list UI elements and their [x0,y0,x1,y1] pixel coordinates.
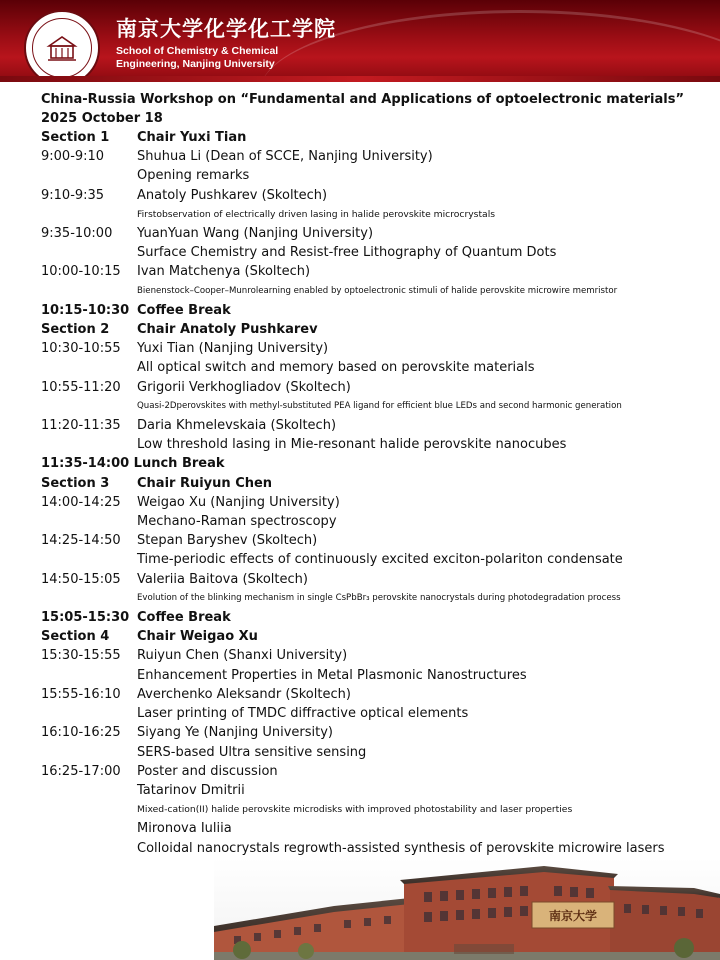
schedule-row [41,128,701,147]
school-name-english-line2: Engineering, Nanjing University [116,58,275,70]
schedule-entry: Chair Anatoly Pushkarev [137,322,318,338]
schedule-row [41,743,701,762]
schedule-time: 10:15-10:30 [41,302,130,318]
schedule-row [41,416,701,435]
schedule-time: 16:10-16:25 [41,725,121,741]
schedule-row [41,474,701,493]
talk-title: Colloidal nanocrystals regrowth-assisted synthesis of perovskite microwire lasers [137,840,665,856]
schedule-row [41,723,701,742]
logo-seal-icon [32,18,92,78]
schedule-entry: Chair Yuxi Tian [137,130,247,145]
schedule-time: 10:00-10:15 [41,264,121,280]
schedule-entry: Chair Ruiyun Chen [137,475,273,491]
schedule-row [41,166,701,185]
school-name-english-line1: School of Chemistry & Chemical [116,45,279,57]
campus-building-image [214,858,720,960]
workshop-title: China-Russia Workshop on “Fundamental and Applications of optoelectronic materials” [41,92,685,107]
schedule-entry: Averchenko Aleksandr (Skoltech) [137,686,351,702]
schedule-time: 10:55-11:20 [41,379,121,395]
schedule-row [41,512,701,531]
schedule-time: 9:00-9:10 [41,149,105,165]
schedule-time: Section 3 [41,475,110,491]
schedule-entry: Yuxi Tian (Nanjing University) [137,341,329,357]
schedule-row [41,800,701,819]
talk-title: Laser printing of TMDC diffractive optical elements [137,706,469,722]
schedule-entry: Coffee Break [137,302,231,318]
schedule-entry: Valeriia Baitova (Skoltech) [137,571,308,587]
talk-title: Mixed-cation(II) halide perovskite microdisks with improved photostability and laser properties [137,804,573,816]
schedule-time: Section 1 [41,130,110,145]
schedule-entry: Shuhua Li (Dean of SCCE, Nanjing University) [137,149,433,165]
schedule-row [41,224,701,243]
schedule-entry: Ivan Matchenya (Skoltech) [137,264,311,280]
schedule-row [41,282,701,301]
schedule-row [41,397,701,416]
talk-title: SERS-based Ultra sensitive sensing [137,744,367,760]
schedule-entry: Tatarinov Dmitrii [137,782,245,798]
schedule-entry: Coffee Break [137,610,231,626]
schedule-full-line: 11:35-14:00 Lunch Break [41,456,225,472]
header-banner [0,0,720,82]
talk-title: Firstobservation of electrically driven lasing in halide perovskite microcrystals [137,208,496,220]
schedule-list [41,128,701,858]
schedule-row [41,205,701,224]
schedule-row [41,685,701,704]
schedule-time: 15:05-15:30 [41,610,130,626]
schedule-time: 14:50-15:05 [41,571,121,587]
schedule-row [41,147,701,166]
schedule-row [41,243,701,262]
schedule-row [41,589,701,608]
schedule-row [41,186,701,205]
schedule-time: 15:55-16:10 [41,686,121,702]
schedule-row [41,627,701,646]
talk-title: Time-periodic effects of continuously excited exciton-polariton condensate [137,552,623,568]
schedule-row [41,339,701,358]
schedule-time: 11:20-11:35 [41,418,121,434]
schedule-time: 14:25-14:50 [41,533,121,549]
schedule-row [41,301,701,320]
talk-title: Evolution of the blinking mechanism in single CsPbBr₃ perovskite nanocrystals during photodegradation process [137,592,621,603]
schedule-time: 10:30-10:55 [41,341,121,357]
schedule-time: Section 2 [41,322,110,338]
workshop-date: 2025 October 18 [41,111,163,126]
schedule-entry: Chair Weigao Xu [137,629,258,645]
schedule-entry: YuanYuan Wang (Nanjing University) [137,226,374,242]
schedule-row [41,608,701,627]
university-logo [24,10,100,82]
schedule-row [41,704,701,723]
workshop-program [41,90,701,858]
schedule-row [41,454,701,473]
schedule-time: 9:35-10:00 [41,226,113,242]
schedule-row [41,762,701,781]
schedule-row [41,781,701,800]
schedule-entry: Grigorii Verkhogliadov (Skoltech) [137,379,351,395]
schedule-row [41,666,701,685]
talk-title: Enhancement Properties in Metal Plasmonic Nanostructures [137,667,527,683]
schedule-row [41,320,701,339]
talk-title: Surface Chemistry and Resist-free Lithography of Quantum Dots [137,245,557,261]
talk-title: Quasi-2Dperovskites with methyl-substituted PEA ligand for efficient blue LEDs and second harmonic generation [137,400,622,411]
schedule-row [41,839,701,858]
schedule-row [41,570,701,589]
schedule-time: 16:25-17:00 [41,763,121,779]
schedule-time: 9:10-9:35 [41,187,105,203]
schedule-row [41,646,701,665]
talk-title: Opening remarks [137,168,250,184]
school-name-chinese: 南京大学化学化工学院 [116,17,336,41]
schedule-row [41,493,701,512]
schedule-entry: Daria Khmelevskaia (Skoltech) [137,418,337,434]
building-sign-text: 南京大学 [548,909,598,923]
schedule-entry: Poster and discussion [137,763,278,779]
schedule-entry: Weigao Xu (Nanjing University) [137,494,340,510]
schedule-row [41,550,701,569]
schedule-row [41,378,701,397]
schedule-entry: Ruiyun Chen (Shanxi University) [137,648,348,664]
talk-title: Mechano-Raman spectroscopy [137,514,337,530]
schedule-row [41,262,701,281]
schedule-time: Section 4 [41,629,110,645]
talk-title: Low threshold lasing in Mie-resonant halide perovskite nanocubes [137,437,567,453]
school-name-english [116,45,278,71]
talk-title: All optical switch and memory based on perovskite materials [137,360,535,376]
schedule-entry: Stepan Baryshev (Skoltech) [137,533,318,549]
schedule-entry: Mironova Iuliia [137,821,232,837]
building-seal-icon [42,28,82,68]
schedule-row [41,435,701,454]
schedule-time: 14:00-14:25 [41,494,121,510]
talk-title: Bienenstock–Cooper–Munrolearning enabled by optoelectronic stimuli of halide perovskite microwire memristor [137,285,618,296]
schedule-row [41,819,701,838]
schedule-entry: Siyang Ye (Nanjing University) [137,725,333,741]
schedule-row [41,358,701,377]
schedule-row [41,531,701,550]
schedule-entry: Anatoly Pushkarev (Skoltech) [137,187,328,203]
schedule-time: 15:30-15:55 [41,648,121,664]
